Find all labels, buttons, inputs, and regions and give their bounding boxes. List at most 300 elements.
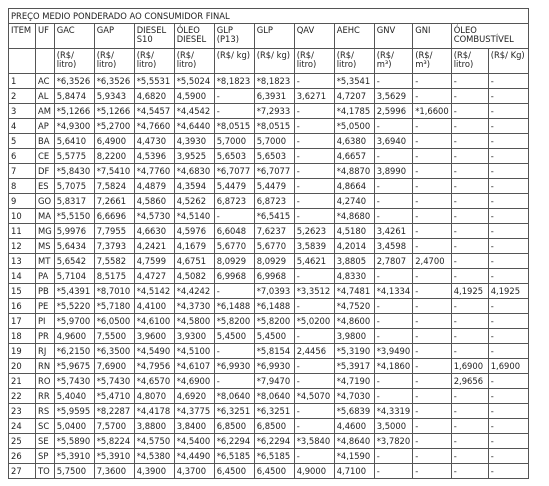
price-cell: - <box>488 194 528 209</box>
price-cell: *5,9675 <box>54 359 94 374</box>
price-cell: *4,4178 <box>134 404 174 419</box>
item-cell: 12 <box>9 239 36 254</box>
price-cell: - <box>294 269 334 284</box>
price-cell: - <box>451 344 488 359</box>
price-cell: *5,3910 <box>94 449 134 464</box>
price-cell: - <box>488 389 528 404</box>
price-cell: - <box>413 89 452 104</box>
price-cell: - <box>413 284 452 299</box>
price-cell: 5,7104 <box>54 269 94 284</box>
price-cell: *8,0515 <box>254 119 294 134</box>
table-row <box>9 329 529 344</box>
price-cell: 4,4600 <box>334 419 374 434</box>
price-cell: *8,1823 <box>214 74 254 89</box>
price-cell: 2,4700 <box>413 254 452 269</box>
item-cell: 11 <box>9 224 36 239</box>
table-title: PREÇO MEDIO PONDERADO AO CONSUMIDOR FINAL <box>9 9 529 24</box>
price-cell: 4,1925 <box>451 284 488 299</box>
price-cell: 6,8723 <box>254 194 294 209</box>
item-cell: 27 <box>9 464 36 479</box>
table-row <box>9 224 529 239</box>
price-cell: *5,8154 <box>254 344 294 359</box>
price-cell: 4,5900 <box>174 89 214 104</box>
price-cell: - <box>488 344 528 359</box>
price-cell: - <box>214 284 254 299</box>
price-cell: *4,4490 <box>174 449 214 464</box>
item-cell: 13 <box>9 254 36 269</box>
price-cell: 6,4900 <box>94 134 134 149</box>
uf-cell: RO <box>36 374 55 389</box>
price-cell: - <box>488 269 528 284</box>
item-cell: 8 <box>9 179 36 194</box>
price-cell: - <box>294 419 334 434</box>
price-cell: - <box>374 449 413 464</box>
price-cell: - <box>451 89 488 104</box>
item-cell: 6 <box>9 149 36 164</box>
price-cell: 5,7500 <box>54 464 94 479</box>
price-cell: *6,3251 <box>214 404 254 419</box>
unit-cell: (R$/ litro) <box>294 49 334 74</box>
price-cell: *3,7820 <box>374 434 413 449</box>
price-cell: *5,3190 <box>334 344 374 359</box>
price-cell: 4,3900 <box>134 464 174 479</box>
price-cell: - <box>451 119 488 134</box>
item-cell: 3 <box>9 104 36 119</box>
price-cell: 4,3594 <box>174 179 214 194</box>
item-cell: 18 <box>9 329 36 344</box>
column-header: GLP (P13) <box>214 24 254 49</box>
price-cell: *6,5185 <box>254 449 294 464</box>
price-cell: - <box>214 89 254 104</box>
price-cell: 5,7075 <box>54 179 94 194</box>
price-cell: 5,6410 <box>54 134 94 149</box>
price-cell: - <box>451 269 488 284</box>
price-cell: 7,3600 <box>94 464 134 479</box>
price-cell: 5,0400 <box>54 419 94 434</box>
price-cell: *4,7520 <box>334 299 374 314</box>
column-header: ÓLEO DIESEL <box>174 24 214 49</box>
price-cell: *6,3526 <box>94 74 134 89</box>
price-cell: 6,4500 <box>254 464 294 479</box>
price-cell: 4,5262 <box>174 194 214 209</box>
uf-cell: PA <box>36 269 55 284</box>
price-cell: - <box>488 449 528 464</box>
price-cell: 6,6696 <box>94 209 134 224</box>
price-cell: 8,5175 <box>94 269 134 284</box>
price-cell: *6,2294 <box>214 434 254 449</box>
item-cell: 5 <box>9 134 36 149</box>
price-cell: - <box>488 209 528 224</box>
price-cell: - <box>413 389 452 404</box>
price-cell: *4,7190 <box>334 374 374 389</box>
price-cell: - <box>451 164 488 179</box>
price-cell: 3,9600 <box>134 329 174 344</box>
table-row <box>9 314 529 329</box>
column-header-row <box>9 24 529 49</box>
price-cell: 3,9300 <box>174 329 214 344</box>
price-cell: - <box>294 329 334 344</box>
price-cell: 7,5582 <box>94 254 134 269</box>
uf-cell: PR <box>36 329 55 344</box>
price-cell: - <box>451 224 488 239</box>
price-cell: *6,3526 <box>54 74 94 89</box>
price-cell: 4,4100 <box>134 299 174 314</box>
table-row <box>9 209 529 224</box>
price-cell: - <box>451 239 488 254</box>
price-cell: - <box>488 374 528 389</box>
price-cell: - <box>294 209 334 224</box>
uf-cell: SC <box>36 419 55 434</box>
table-row <box>9 194 529 209</box>
unit-cell: (R$/ kg) <box>254 49 294 74</box>
price-cell: 4,8664 <box>334 179 374 194</box>
price-cell: *6,3251 <box>254 404 294 419</box>
price-cell: - <box>294 104 334 119</box>
price-cell: 5,8474 <box>54 89 94 104</box>
table-row <box>9 434 529 449</box>
item-cell: 23 <box>9 404 36 419</box>
price-cell: - <box>294 374 334 389</box>
price-cell: 6,4500 <box>214 464 254 479</box>
price-cell: - <box>488 224 528 239</box>
price-cell: 4,5860 <box>134 194 174 209</box>
column-header: ITEM <box>9 24 36 49</box>
table-row <box>9 164 529 179</box>
price-cell: 5,4479 <box>254 179 294 194</box>
price-cell: *4,5750 <box>134 434 174 449</box>
uf-cell: DF <box>36 164 55 179</box>
price-cell: 4,2740 <box>334 194 374 209</box>
price-cell: - <box>451 434 488 449</box>
price-cell: 4,3700 <box>174 464 214 479</box>
price-cell: 4,5976 <box>174 224 214 239</box>
price-cell: *5,1266 <box>94 104 134 119</box>
price-cell: 7,6900 <box>94 359 134 374</box>
price-cell: 7,5500 <box>94 329 134 344</box>
price-cell: - <box>214 344 254 359</box>
unit-cell: (R$/ litro) <box>134 49 174 74</box>
unit-cell: (R$/ litro) <box>451 49 488 74</box>
price-cell: *6,7077 <box>254 164 294 179</box>
price-cell: *8,0640 <box>214 389 254 404</box>
price-cell: 5,8317 <box>54 194 94 209</box>
price-cell: 4,6630 <box>134 224 174 239</box>
price-cell: - <box>413 344 452 359</box>
price-cell: *5,4391 <box>54 284 94 299</box>
price-cell: *4,6570 <box>134 374 174 389</box>
price-cell: *4,6900 <box>174 374 214 389</box>
price-cell: 5,4040 <box>54 389 94 404</box>
item-cell: 22 <box>9 389 36 404</box>
price-cell: *7,0393 <box>254 284 294 299</box>
price-cell: - <box>413 434 452 449</box>
price-cell: *5,6839 <box>334 404 374 419</box>
price-cell: *5,4710 <box>94 389 134 404</box>
price-cell: - <box>451 194 488 209</box>
price-cell: 7,6237 <box>254 224 294 239</box>
price-cell: - <box>451 74 488 89</box>
price-cell: - <box>451 299 488 314</box>
price-cell: *4,8680 <box>334 209 374 224</box>
price-cell: - <box>374 389 413 404</box>
price-cell: 4,4730 <box>134 134 174 149</box>
price-cell: - <box>294 134 334 149</box>
price-cell: 1,6900 <box>451 359 488 374</box>
price-cell: - <box>374 194 413 209</box>
price-cell: 5,6503 <box>214 149 254 164</box>
price-cell: - <box>294 164 334 179</box>
price-cell: 8,2200 <box>94 149 134 164</box>
price-cell: *4,7030 <box>334 389 374 404</box>
fuel-price-table <box>8 8 529 479</box>
price-cell: *4,5400 <box>174 434 214 449</box>
price-cell: 3,8800 <box>134 419 174 434</box>
price-cell: 3,6940 <box>374 134 413 149</box>
price-cell: - <box>294 179 334 194</box>
price-cell: *8,7010 <box>94 284 134 299</box>
item-cell: 16 <box>9 299 36 314</box>
price-cell: *6,9930 <box>254 359 294 374</box>
price-cell: 4,8070 <box>134 389 174 404</box>
item-cell: 17 <box>9 314 36 329</box>
table-row <box>9 134 529 149</box>
price-cell: 6,8500 <box>254 419 294 434</box>
price-cell: *4,5140 <box>174 209 214 224</box>
price-cell: - <box>488 404 528 419</box>
table-row <box>9 464 529 479</box>
price-cell: - <box>214 374 254 389</box>
price-cell: - <box>451 389 488 404</box>
price-cell: *5,2700 <box>94 119 134 134</box>
column-header: ÓLEO COMBUSTÍVEL <box>451 24 528 49</box>
item-cell: 20 <box>9 359 36 374</box>
price-cell: - <box>374 299 413 314</box>
price-cell: 3,5839 <box>294 239 334 254</box>
price-cell: *7,9470 <box>254 374 294 389</box>
price-cell: *5,8200 <box>214 314 254 329</box>
price-cell: 6,6048 <box>214 224 254 239</box>
price-cell: 4,8330 <box>334 269 374 284</box>
price-cell: - <box>294 449 334 464</box>
table-row <box>9 299 529 314</box>
unit-cell: (R$/ Kg) <box>488 49 528 74</box>
price-cell: - <box>413 374 452 389</box>
column-header: GAC <box>54 24 94 49</box>
price-cell: 4,4879 <box>134 179 174 194</box>
price-cell: - <box>413 194 452 209</box>
price-cell: *3,5840 <box>294 434 334 449</box>
price-cell: - <box>488 164 528 179</box>
price-cell: *5,7180 <box>94 299 134 314</box>
price-cell: 4,5180 <box>334 224 374 239</box>
price-cell: 4,5082 <box>174 269 214 284</box>
price-cell: *6,9930 <box>214 359 254 374</box>
price-cell: - <box>294 299 334 314</box>
price-cell: - <box>374 149 413 164</box>
table-row <box>9 284 529 299</box>
price-cell: - <box>214 209 254 224</box>
price-cell: - <box>413 449 452 464</box>
price-cell: *6,5185 <box>214 449 254 464</box>
uf-cell: PB <box>36 284 55 299</box>
price-cell: *5,9595 <box>54 404 94 419</box>
price-cell: - <box>488 299 528 314</box>
unit-cell: (R$/ litro) <box>334 49 374 74</box>
price-cell: - <box>451 314 488 329</box>
table-row <box>9 449 529 464</box>
table-row <box>9 239 529 254</box>
table-row <box>9 269 529 284</box>
price-cell: 4,9600 <box>54 329 94 344</box>
price-cell: *7,5410 <box>94 164 134 179</box>
price-cell: 4,7599 <box>134 254 174 269</box>
price-cell: - <box>451 449 488 464</box>
table-row <box>9 344 529 359</box>
price-cell: - <box>413 464 452 479</box>
price-cell: - <box>488 149 528 164</box>
price-cell: - <box>413 134 452 149</box>
price-cell: *4,3319 <box>374 404 413 419</box>
price-cell: - <box>451 179 488 194</box>
price-cell: - <box>413 299 452 314</box>
uf-cell: BA <box>36 134 55 149</box>
item-cell: 9 <box>9 194 36 209</box>
price-cell: 4,4727 <box>134 269 174 284</box>
table-row <box>9 254 529 269</box>
price-cell: *6,1488 <box>254 299 294 314</box>
price-cell: *4,1785 <box>334 104 374 119</box>
price-cell: *1,6600 <box>413 104 452 119</box>
price-cell: 8,0929 <box>254 254 294 269</box>
price-cell: 7,5700 <box>94 419 134 434</box>
price-cell: *5,5150 <box>54 209 94 224</box>
price-cell: *8,0515 <box>214 119 254 134</box>
price-cell: - <box>488 119 528 134</box>
price-cell: - <box>488 329 528 344</box>
uf-cell: PE <box>36 299 55 314</box>
uf-cell: TO <box>36 464 55 479</box>
price-cell: 3,5629 <box>374 89 413 104</box>
price-cell: 5,6503 <box>254 149 294 164</box>
price-cell: *4,6440 <box>174 119 214 134</box>
price-cell: 7,3793 <box>94 239 134 254</box>
price-cell: 5,4500 <box>254 329 294 344</box>
price-cell: *3,3512 <box>294 284 334 299</box>
price-cell: - <box>413 419 452 434</box>
item-cell: 4 <box>9 119 36 134</box>
price-cell: 8,0929 <box>214 254 254 269</box>
uf-cell: MT <box>36 254 55 269</box>
price-cell: 7,5824 <box>94 179 134 194</box>
price-cell: *4,3730 <box>174 299 214 314</box>
price-cell: - <box>488 314 528 329</box>
table-row <box>9 149 529 164</box>
unit-cell: (R$/ litro) <box>94 49 134 74</box>
price-cell: - <box>294 119 334 134</box>
price-cell: *6,3500 <box>94 344 134 359</box>
price-cell: 5,6434 <box>54 239 94 254</box>
price-cell: 6,9968 <box>254 269 294 284</box>
price-cell: 3,4598 <box>374 239 413 254</box>
table-body <box>9 9 529 479</box>
price-cell: 4,6380 <box>334 134 374 149</box>
price-cell: - <box>451 464 488 479</box>
item-cell: 25 <box>9 434 36 449</box>
price-cell: *4,4542 <box>174 104 214 119</box>
uf-cell: AM <box>36 104 55 119</box>
price-cell: 4,7207 <box>334 89 374 104</box>
price-cell: 2,9656 <box>451 374 488 389</box>
uf-cell: RS <box>36 404 55 419</box>
price-cell: - <box>413 224 452 239</box>
price-cell: *5,0200 <box>294 314 334 329</box>
table-row <box>9 389 529 404</box>
price-cell: - <box>374 329 413 344</box>
price-cell: *8,2287 <box>94 404 134 419</box>
price-cell: - <box>294 404 334 419</box>
price-cell: *5,3910 <box>54 449 94 464</box>
column-header: AEHC <box>334 24 374 49</box>
item-cell: 15 <box>9 284 36 299</box>
price-cell: *5,3917 <box>334 359 374 374</box>
price-cell: *5,5024 <box>174 74 214 89</box>
uf-cell: SP <box>36 449 55 464</box>
item-cell: 24 <box>9 419 36 434</box>
price-cell: - <box>294 149 334 164</box>
price-cell: - <box>214 104 254 119</box>
price-cell: *6,2150 <box>54 344 94 359</box>
item-cell: 7 <box>9 164 36 179</box>
price-cell: *5,5531 <box>134 74 174 89</box>
price-cell: - <box>488 179 528 194</box>
price-cell: - <box>413 359 452 374</box>
price-cell: *4,7956 <box>134 359 174 374</box>
price-cell: - <box>374 74 413 89</box>
table-row <box>9 104 529 119</box>
price-cell: 4,2014 <box>334 239 374 254</box>
price-cell: - <box>413 269 452 284</box>
price-cell: *4,9300 <box>54 119 94 134</box>
price-cell: 4,6820 <box>134 89 174 104</box>
table-row <box>9 374 529 389</box>
price-cell: - <box>451 209 488 224</box>
price-cell: *6,2294 <box>254 434 294 449</box>
price-cell: 5,6770 <box>254 239 294 254</box>
price-cell: - <box>413 164 452 179</box>
table-row <box>9 89 529 104</box>
units-row <box>9 49 529 74</box>
price-cell: 4,6920 <box>174 389 214 404</box>
item-cell: 21 <box>9 374 36 389</box>
table-row <box>9 359 529 374</box>
price-cell: *5,8224 <box>94 434 134 449</box>
price-cell: *5,5220 <box>54 299 94 314</box>
price-cell: *6,1488 <box>214 299 254 314</box>
unit-cell: (R$/ m³) <box>374 49 413 74</box>
price-cell: *5,0500 <box>334 119 374 134</box>
price-cell: - <box>374 269 413 284</box>
price-cell: 6,8723 <box>214 194 254 209</box>
price-cell: 6,9968 <box>214 269 254 284</box>
price-cell: *4,7660 <box>134 119 174 134</box>
price-cell: *4,1334 <box>374 284 413 299</box>
item-cell: 2 <box>9 89 36 104</box>
price-cell: *8,1823 <box>254 74 294 89</box>
item-cell: 26 <box>9 449 36 464</box>
price-cell: 3,5000 <box>374 419 413 434</box>
table-row <box>9 74 529 89</box>
price-cell: *6,7077 <box>214 164 254 179</box>
